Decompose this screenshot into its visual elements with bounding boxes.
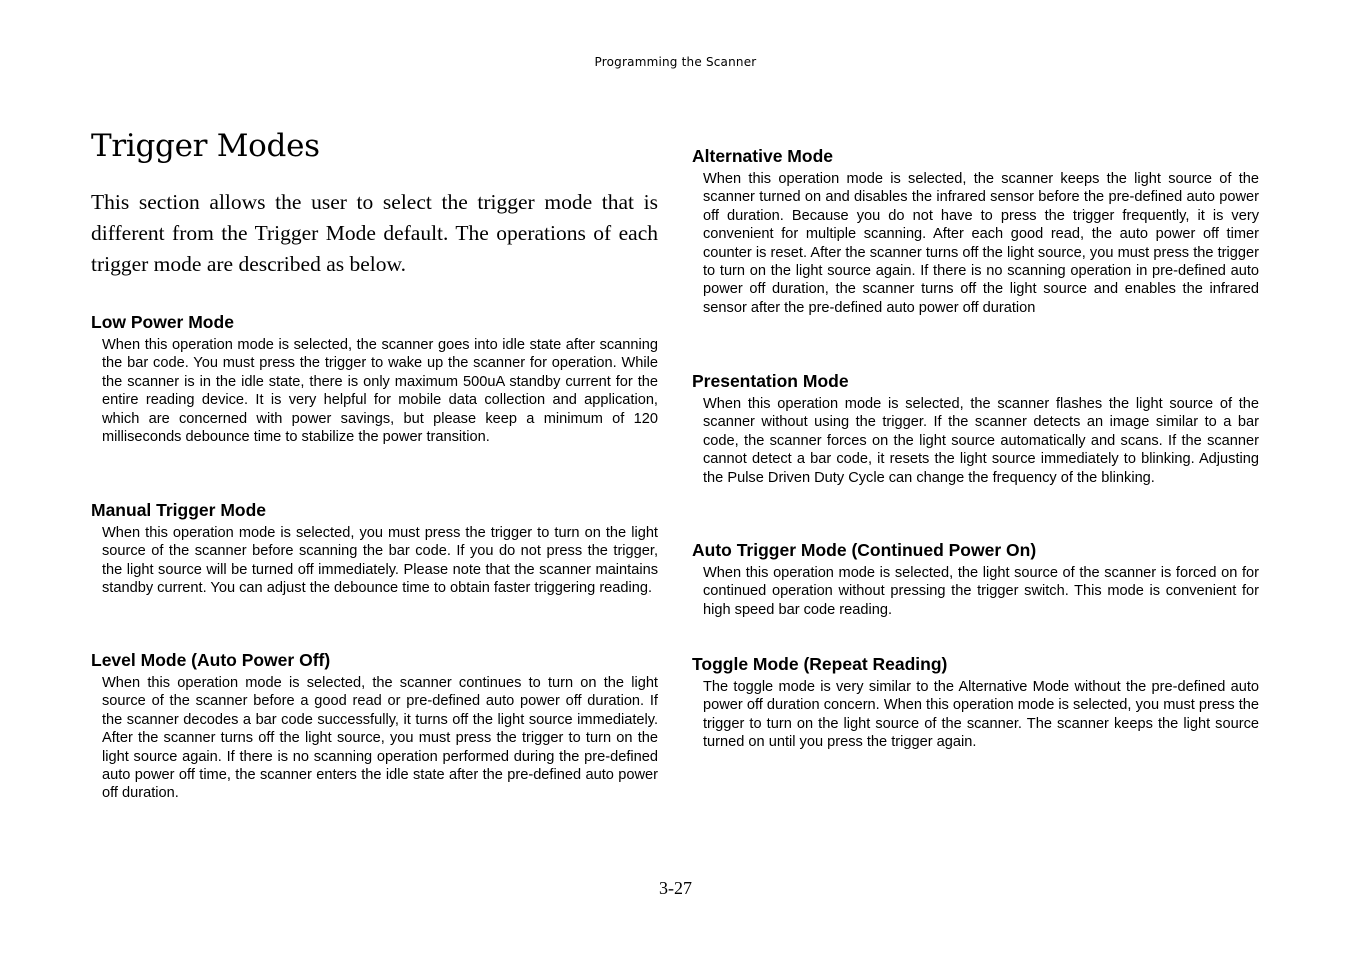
section-body: When this operation mode is selected, the scanner continues to turn on the light source of the scanner before a good read or pre-defined auto power off duration. If the scanner decodes a bar code successfully, it turns off the light source immediately. After the scanner turns off the light source, you must press the trigger to turn on the light source again. If there is no scanning operation performed during the pre-defined auto power off time, the scanner enters the idle state after the pre-defined auto power off duration. [102, 675, 658, 802]
section-presentation-mode [692, 370, 1259, 487]
section-manual-trigger-mode [91, 499, 658, 598]
section-body: When this operation mode is selected, the scanner keeps the light source of the scanner turned on and disables the infrared sensor before the pre-defined auto power off duration. Because you do not have to press the trigger frequently, it is very convenient for multiple scanning. After each good read, the auto power off timer counter is reset. After the scanner turns off the light source, you must press the trigger to turn on the light source again. If there is no scanning operation in pre-defined auto power off duration, the scanner turns off the light source and enables the infrared sensor after the pre-defined auto power off duration [703, 171, 1259, 316]
section-heading: Presentation Mode [692, 371, 849, 391]
section-body: The toggle mode is very similar to the Alternative Mode without the pre-defined auto power off duration concern. When this operation mode is selected, you must press the trigger to turn on the light source of the scanner. The scanner keeps the light source turned on until you press the trigger again. [703, 679, 1259, 751]
section-heading: Toggle Mode (Repeat Reading) [692, 654, 948, 674]
running-header: Programming the Scanner [594, 55, 757, 69]
section-body: When this operation mode is selected, you must press the trigger to turn on the light source of the scanner before scanning the bar code. If you do not press the trigger, the light source will be turned off immediately. Please note that the scanner maintains standby current. You can adjust the debounce time to obtain faster triggering reading. [102, 525, 658, 597]
section-heading: Manual Trigger Mode [91, 500, 267, 520]
page-number: 3-27 [659, 878, 692, 898]
section-heading: Auto Trigger Mode (Continued Power On) [692, 540, 1037, 560]
intro-paragraph: This section allows the user to select the trigger mode that is different from the Trigger Mode default. The operations of each trigger mode are described as below. [91, 190, 658, 276]
section-toggle-mode [692, 653, 1259, 752]
section-level-mode [91, 649, 658, 803]
section-body: When this operation mode is selected, the scanner flashes the light source of the scanner without using the trigger. If the scanner detects an image similar to a bar code, the scanner forces on the light source automatically and scans. If the scanner cannot detect a bar code, it resets the light source immediately to blinking. Adjusting the Pulse Driven Duty Cycle can change the frequency of the blinking. [703, 396, 1259, 486]
section-body: When this operation mode is selected, the light source of the scanner is forced on for continued operation without pressing the trigger switch. This mode is convenient for high speed bar code reading. [703, 565, 1259, 618]
section-low-power-mode [91, 311, 658, 446]
section-heading: Level Mode (Auto Power Off) [91, 650, 331, 670]
section-auto-trigger-mode [692, 539, 1259, 619]
page-title: Trigger Modes [91, 128, 320, 164]
section-heading: Alternative Mode [692, 146, 833, 166]
section-heading: Low Power Mode [91, 312, 234, 332]
section-body: When this operation mode is selected, the scanner goes into idle state after scanning the bar code. You must press the trigger to wake up the scanner for operation. While the scanner is in the idle state, there is only maximum 500uA standby current for the entire reading device. It is very helpful for mobile data collection and application, which are concerned with power savings, but please keep a minimum of 120 milliseconds debounce time to stabilize the power transition. [102, 337, 658, 446]
section-alternative-mode [692, 145, 1259, 317]
